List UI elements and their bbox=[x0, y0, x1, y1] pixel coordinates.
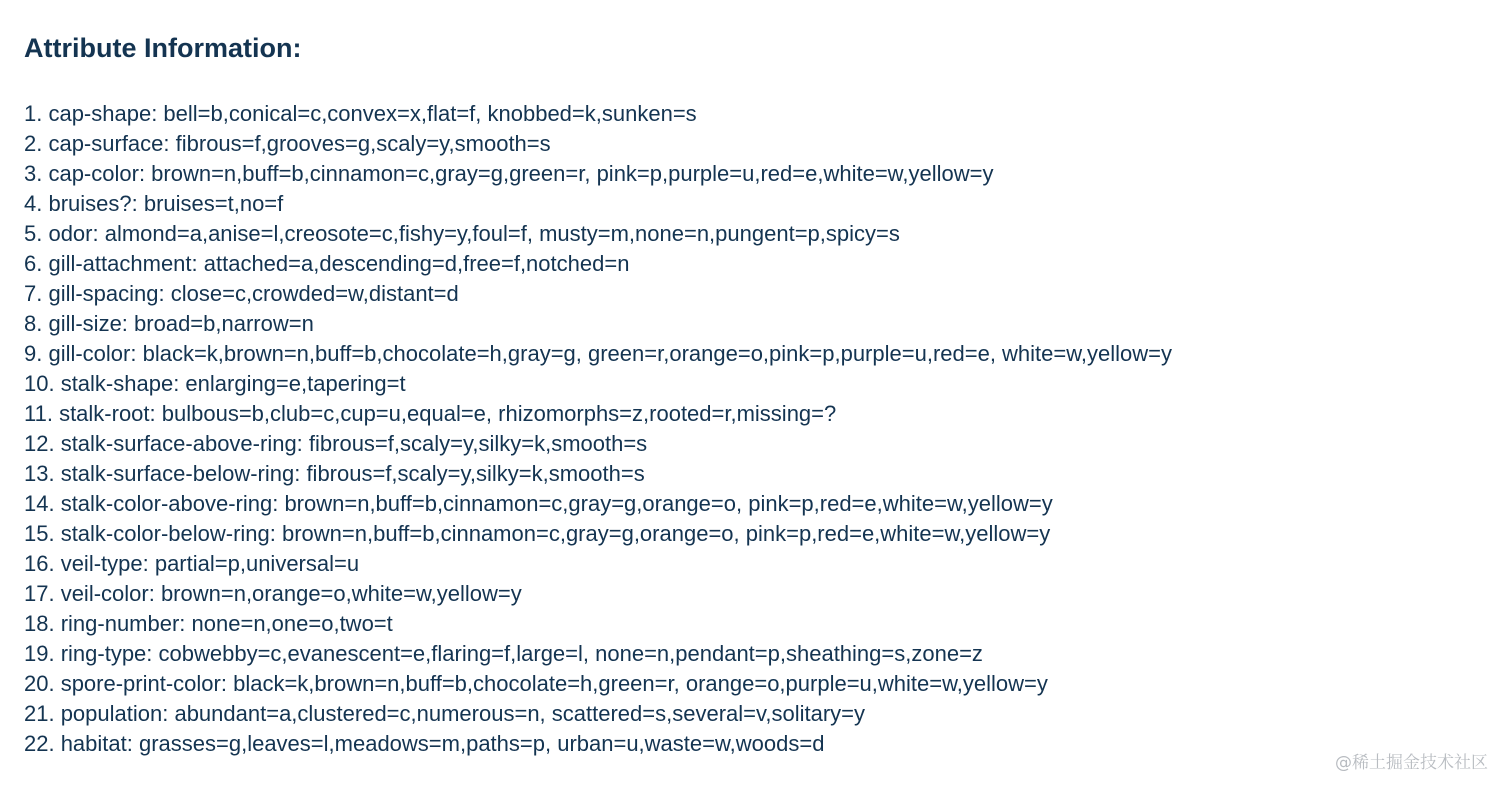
section-heading: Attribute Information: bbox=[24, 33, 302, 63]
attribute-item: 22. habitat: grasses=g,leaves=l,meadows=m,paths=p, urban=u,waste=w,woods=d bbox=[24, 731, 825, 756]
attribute-list bbox=[24, 99, 1172, 759]
attribute-item: 2. cap-surface: fibrous=f,grooves=g,scaly=y,smooth=s bbox=[24, 131, 551, 156]
attribute-item: 12. stalk-surface-above-ring: fibrous=f,scaly=y,silky=k,smooth=s bbox=[24, 431, 648, 456]
attribute-item: 4. bruises?: bruises=t,no=f bbox=[24, 191, 284, 216]
document-page bbox=[24, 28, 1510, 756]
attribute-item: 1. cap-shape: bell=b,conical=c,convex=x,flat=f, knobbed=k,sunken=s bbox=[24, 101, 697, 126]
attribute-item: 16. veil-type: partial=p,universal=u bbox=[24, 551, 360, 576]
attribute-item: 9. gill-color: black=k,brown=n,buff=b,chocolate=h,gray=g, green=r,orange=o,pink=p,purple=u,red=e, white=w,yellow=y bbox=[24, 341, 1173, 366]
attribute-item: 18. ring-number: none=n,one=o,two=t bbox=[24, 611, 393, 636]
attribute-item: 3. cap-color: brown=n,buff=b,cinnamon=c,gray=g,green=r, pink=p,purple=u,red=e,white=w,yellow=y bbox=[24, 161, 994, 186]
attribute-item: 15. stalk-color-below-ring: brown=n,buff=b,cinnamon=c,gray=g,orange=o, pink=p,red=e,white=w,yellow=y bbox=[24, 521, 1051, 546]
attribute-item: 10. stalk-shape: enlarging=e,tapering=t bbox=[24, 371, 406, 396]
attribute-item: 20. spore-print-color: black=k,brown=n,buff=b,chocolate=h,green=r, orange=o,purple=u,white=w,yellow=y bbox=[24, 671, 1048, 696]
attribute-item: 21. population: abundant=a,clustered=c,numerous=n, scattered=s,several=v,solitary=y bbox=[24, 701, 866, 726]
attribute-item: 5. odor: almond=a,anise=l,creosote=c,fishy=y,foul=f, musty=m,none=n,pungent=p,spicy=s bbox=[24, 221, 900, 246]
attribute-item: 11. stalk-root: bulbous=b,club=c,cup=u,equal=e, rhizomorphs=z,rooted=r,missing=? bbox=[24, 401, 837, 426]
attribute-item: 13. stalk-surface-below-ring: fibrous=f,scaly=y,silky=k,smooth=s bbox=[24, 461, 645, 486]
attribute-item: 17. veil-color: brown=n,orange=o,white=w,yellow=y bbox=[24, 581, 522, 606]
attribute-item: 14. stalk-color-above-ring: brown=n,buff=b,cinnamon=c,gray=g,orange=o, pink=p,red=e,white=w,yellow=y bbox=[24, 491, 1053, 516]
attribute-item: 19. ring-type: cobwebby=c,evanescent=e,flaring=f,large=l, none=n,pendant=p,sheathing=s,zone=z bbox=[24, 641, 983, 666]
attribute-item: 8. gill-size: broad=b,narrow=n bbox=[24, 311, 314, 336]
attribute-item: 6. gill-attachment: attached=a,descending=d,free=f,notched=n bbox=[24, 251, 630, 276]
attribute-item: 7. gill-spacing: close=c,crowded=w,distant=d bbox=[24, 281, 459, 306]
watermark: @稀土掘金技术社区 bbox=[1335, 753, 1488, 773]
